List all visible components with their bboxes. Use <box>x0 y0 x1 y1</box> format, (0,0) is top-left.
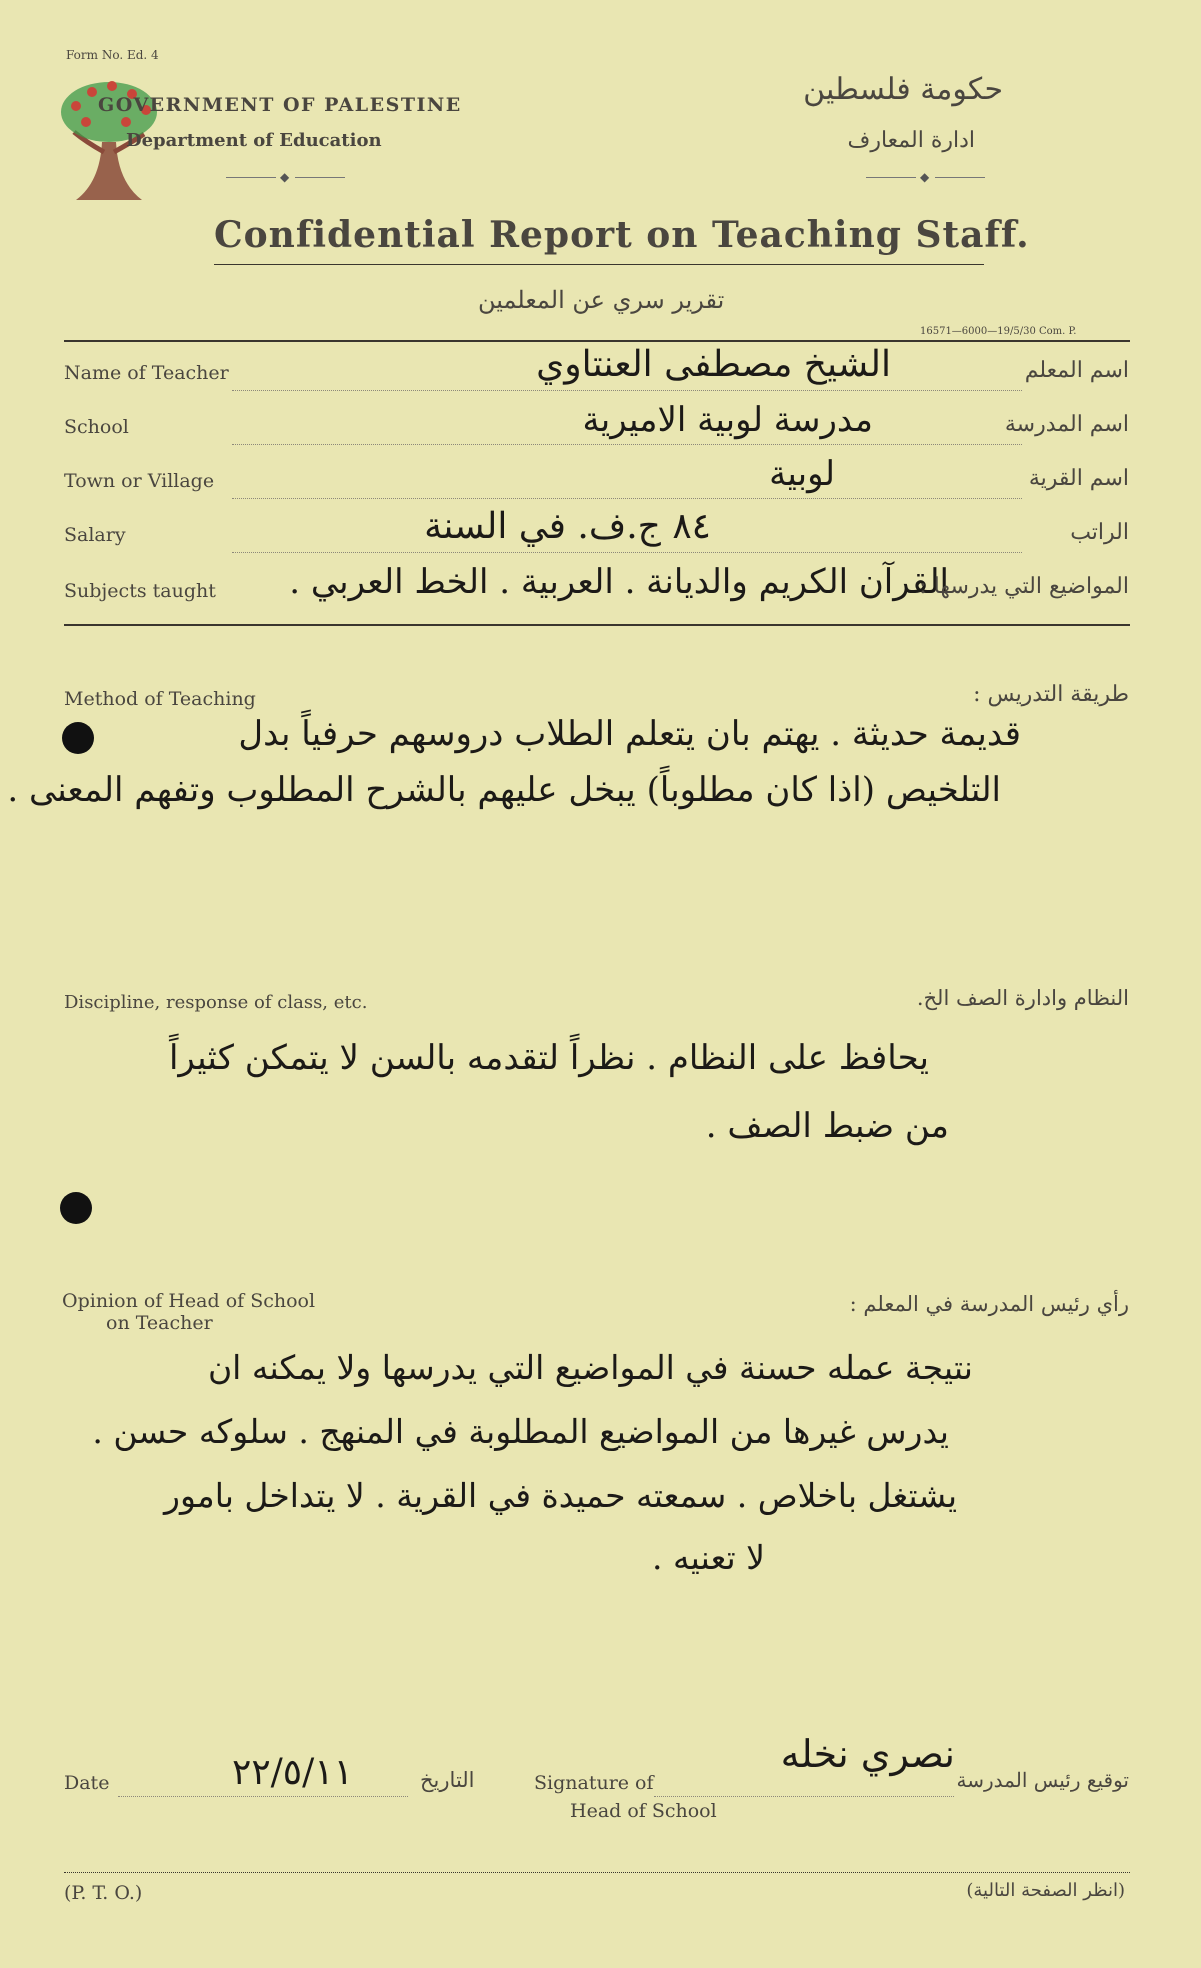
method-line-1: قديمة حديثة . يهتم بان يتعلم الطلاب دروسهم حرفياً بدل <box>238 714 1021 754</box>
government-title-en: GOVERNMENT OF PALESTINE <box>98 94 462 116</box>
subjects-value: القرآن الكريم والديانة . العربية . الخط العربي . <box>289 562 949 602</box>
town-label-en: Town or Village <box>64 470 215 492</box>
print-code: 16571—6000—19/5/30 Com. P. <box>920 326 1077 337</box>
department-title-ar: ادارة المعارف <box>847 128 975 153</box>
punch-hole-top <box>62 722 94 754</box>
report-title-en: Confidential Report on Teaching Staff. <box>214 214 1030 256</box>
date-label-en: Date <box>64 1772 110 1794</box>
discipline-line-1: يحافظ على النظام . نظراً لتقدمه بالسن لا يتمكن كثيراً <box>168 1038 929 1078</box>
opinion-line-3: يشتغل باخلاص . سمعته حميدة في القرية . لا يتداخل بامور <box>164 1476 957 1515</box>
town-label-ar: اسم القرية <box>1028 466 1129 491</box>
opinion-label-en-2: on Teacher <box>106 1312 213 1334</box>
name-value: الشيخ مصطفى العنتاوي <box>536 344 891 385</box>
signature-label-en-1: Signature of <box>534 1772 654 1794</box>
salary-label-en: Salary <box>64 524 126 546</box>
title-underline <box>214 264 984 265</box>
opinion-label-en-1: Opinion of Head of School <box>62 1290 316 1312</box>
discipline-line-2: من ضبط الصف . <box>705 1106 949 1146</box>
method-line-2: التلخيص (اذا كان مطلوباً) يبخل عليهم بالشرح المطلوب وتفهم المعنى . <box>7 770 1001 810</box>
method-label-en: Method of Teaching <box>64 688 256 710</box>
discipline-label-en: Discipline, response of class, etc. <box>64 992 368 1013</box>
government-title-ar: حكومة فلسطين <box>803 72 1003 107</box>
opinion-line-4: لا تعنيه . <box>651 1538 765 1577</box>
school-label-ar: اسم المدرسة <box>1004 412 1129 437</box>
pto-en: (P. T. O.) <box>64 1882 143 1904</box>
date-value: ٢٢/٥/١١ <box>232 1752 353 1793</box>
pto-ar: (انظر الصفحة التالية) <box>966 1880 1125 1901</box>
subjects-label-ar: المواضيع التي يدرسها : <box>919 574 1129 599</box>
ornament-ar: ◆ <box>862 170 989 184</box>
salary-label-ar: الراتب <box>1070 520 1129 545</box>
ornament-en: ◆ <box>222 170 349 184</box>
footer-divider <box>64 1872 1130 1873</box>
department-title-en: Department of Education <box>126 130 382 151</box>
school-value: مدرسة لوبية الاميرية <box>582 400 873 440</box>
salary-value: ٨٤ ج.ف. في السنة <box>424 506 711 547</box>
name-label-ar: اسم المعلم <box>1024 358 1129 383</box>
fields-divider <box>64 624 1130 626</box>
discipline-label-ar: النظام وادارة الصف الخ. <box>916 986 1129 1010</box>
subjects-label-en: Subjects taught <box>64 580 216 602</box>
school-label-en: School <box>64 416 129 438</box>
signature-label-en-2: Head of School <box>570 1800 717 1822</box>
signature-label-ar: توقيع رئيس المدرسة <box>956 1768 1129 1792</box>
method-label-ar: طريقة التدريس : <box>973 682 1129 707</box>
head-signature: نصري نخله <box>780 1732 955 1776</box>
opinion-line-2: يدرس غيرها من المواضيع المطلوبة في المنهج . سلوكه حسن . <box>92 1412 949 1451</box>
date-label-ar: التاريخ <box>420 1768 475 1792</box>
punch-hole-bottom <box>60 1192 92 1224</box>
opinion-line-1: نتيجة عمله حسنة في المواضيع التي يدرسها ولا يمكنه ان <box>207 1348 973 1387</box>
header-divider <box>64 340 1130 342</box>
report-title-ar: تقرير سري عن المعلمين <box>478 286 725 314</box>
name-label-en: Name of Teacher <box>64 362 229 384</box>
town-value: لوبية <box>769 454 835 494</box>
form-number: Form No. Ed. 4 <box>66 48 159 62</box>
opinion-label-ar: رأي رئيس المدرسة في المعلم : <box>849 1292 1129 1316</box>
